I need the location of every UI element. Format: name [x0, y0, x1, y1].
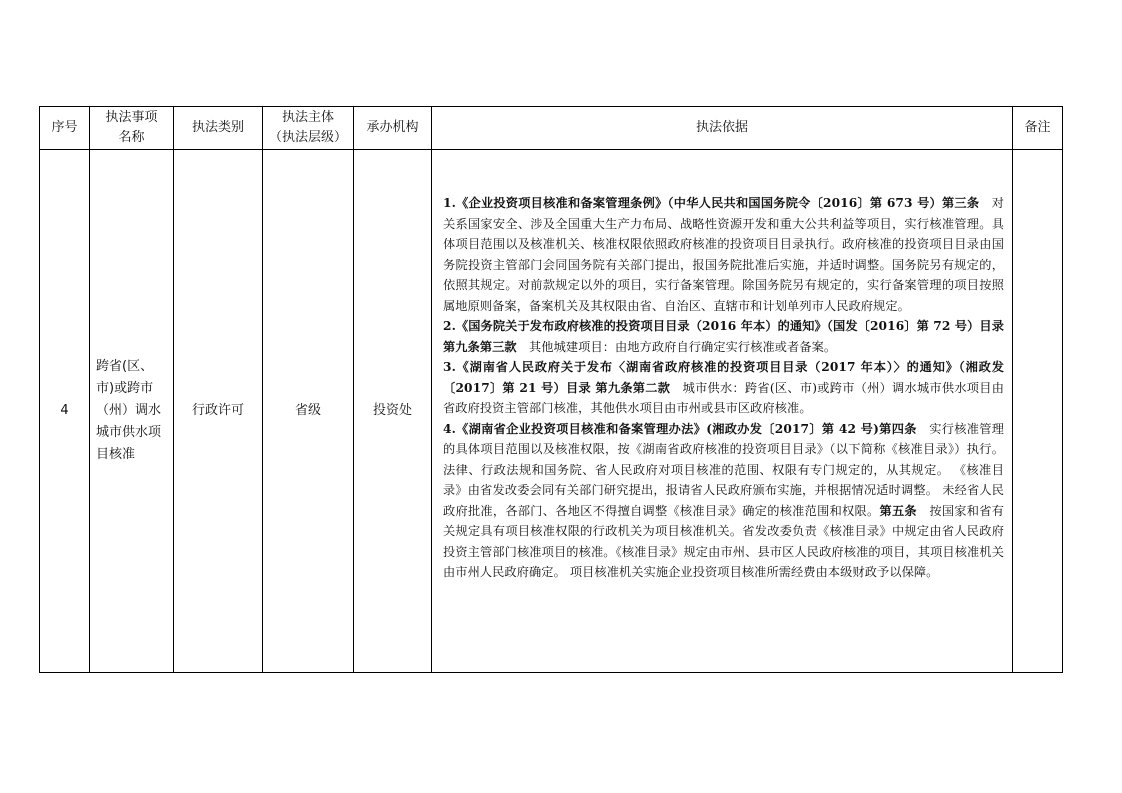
cell-category: 行政许可	[174, 150, 263, 673]
basis-clause-4	[443, 419, 1004, 583]
basis-clause-1	[443, 193, 1004, 316]
header-remarks: 备注	[1013, 107, 1063, 150]
basis-clause-2	[443, 316, 1004, 357]
header-basis: 执法依据	[432, 107, 1013, 150]
basis-clause-3	[443, 357, 1004, 419]
basis-clause-4-body: 实行核准管理的具体项目范围以及核准权限，按《湖南省政府核准的投资项目目录》（以下简称《核准目录》）执行。法律、行政法规和国务院、省人民政府对项目核准的范围、权限有专门规定的，从其规定。 《核准目录》由省发改委会同有关部门研究提出，报请省人民政府颁布实施，并根据情况适时调整。 未经省人民政府批准，各部门、各地区不得擅自调整《核准目录》确定的核准范围和权限。	[443, 421, 1005, 518]
basis-clause-2-body: 其他城建项目：由地方政府自行确定实行核准或者备案。	[516, 339, 837, 354]
basis-clause-1-body: 对关系国家安全、涉及全国重大生产力布局、战略性资源开发和重大公共利益等项目，实行核准管理。具体项目范围以及核准机关、核准权限依照政府核准的投资项目目录执行。政府核准的投资项目目录由国务院投资主管部门会同国务院有关部门提出，报国务院批准后实施，并适时调整。国务院另有规定的，依照其规定。对前款规定以外的项目，实行备案管理。除国务院另有规定的，实行备案管理的项目按照属地原则备案，备案机关及其权限由省、自治区、直辖市和计划单列市人民政府规定。	[443, 196, 1004, 313]
table-row	[40, 150, 1063, 673]
basis-clause-3-body: 城市供水：跨省(区、市)或跨市（州）调水城市供水项目由省政府投资主管部门核准，其他供水项目由市州或县市区政府核准。	[443, 380, 1004, 415]
basis-clause-1-title: 1.《企业投资项目核准和备案管理条例》（中华人民共和国国务院令〔2016〕第 673 号）第三条	[443, 196, 980, 210]
basis-clause-4-body-2: 按国家和省有关规定具有项目核准权限的行政机关为项目核准机关。省发改委负责《核准目录》中规定由省人民政府投资主管部门核准项目的核准。《核准目录》规定由市州、县市区人民政府核准的项目，其项目核准机关由市州人民政府确定。 项目核准机关实施企业投资项目核准所需经费由本级财政予以保障。	[443, 503, 1005, 579]
cell-item-name: 跨省(区、市)或跨市（州）调水城市供水项目核准	[90, 150, 174, 673]
basis-clause-4-title: 4.《湖南省企业投资项目核准和备案管理办法》(湘政办发〔2017〕第 42 号)第四条	[443, 421, 917, 436]
header-row	[40, 107, 1063, 150]
header-category: 执法类别	[174, 107, 263, 150]
cell-seq: 4	[40, 150, 90, 673]
law-enforcement-table	[39, 106, 1063, 673]
header-item-name: 执法事项 名称	[90, 107, 174, 150]
header-seq: 序号	[40, 107, 90, 150]
cell-agency: 投资处	[354, 150, 432, 673]
header-subject: 执法主体 （执法层级）	[263, 107, 354, 150]
header-agency: 承办机构	[354, 107, 432, 150]
basis-clause-2-title: 2.《国务院关于发布政府核准的投资项目目录（2016 年本）的通知》（国发〔2016〕第 72 号）目录 第九条第三款	[443, 319, 1004, 354]
cell-remarks	[1013, 150, 1063, 673]
cell-subject: 省级	[263, 150, 354, 673]
cell-basis	[432, 150, 1013, 673]
basis-clause-4-title-2: 第五条	[879, 503, 917, 518]
basis-clause-3-title: 3.《湖南省人民政府关于发布〈湖南省政府核准的投资项目目录（2017 年本）〉的通知》（湘政发〔2017〕第 21 号）目录 第九条第二款	[443, 360, 1004, 395]
